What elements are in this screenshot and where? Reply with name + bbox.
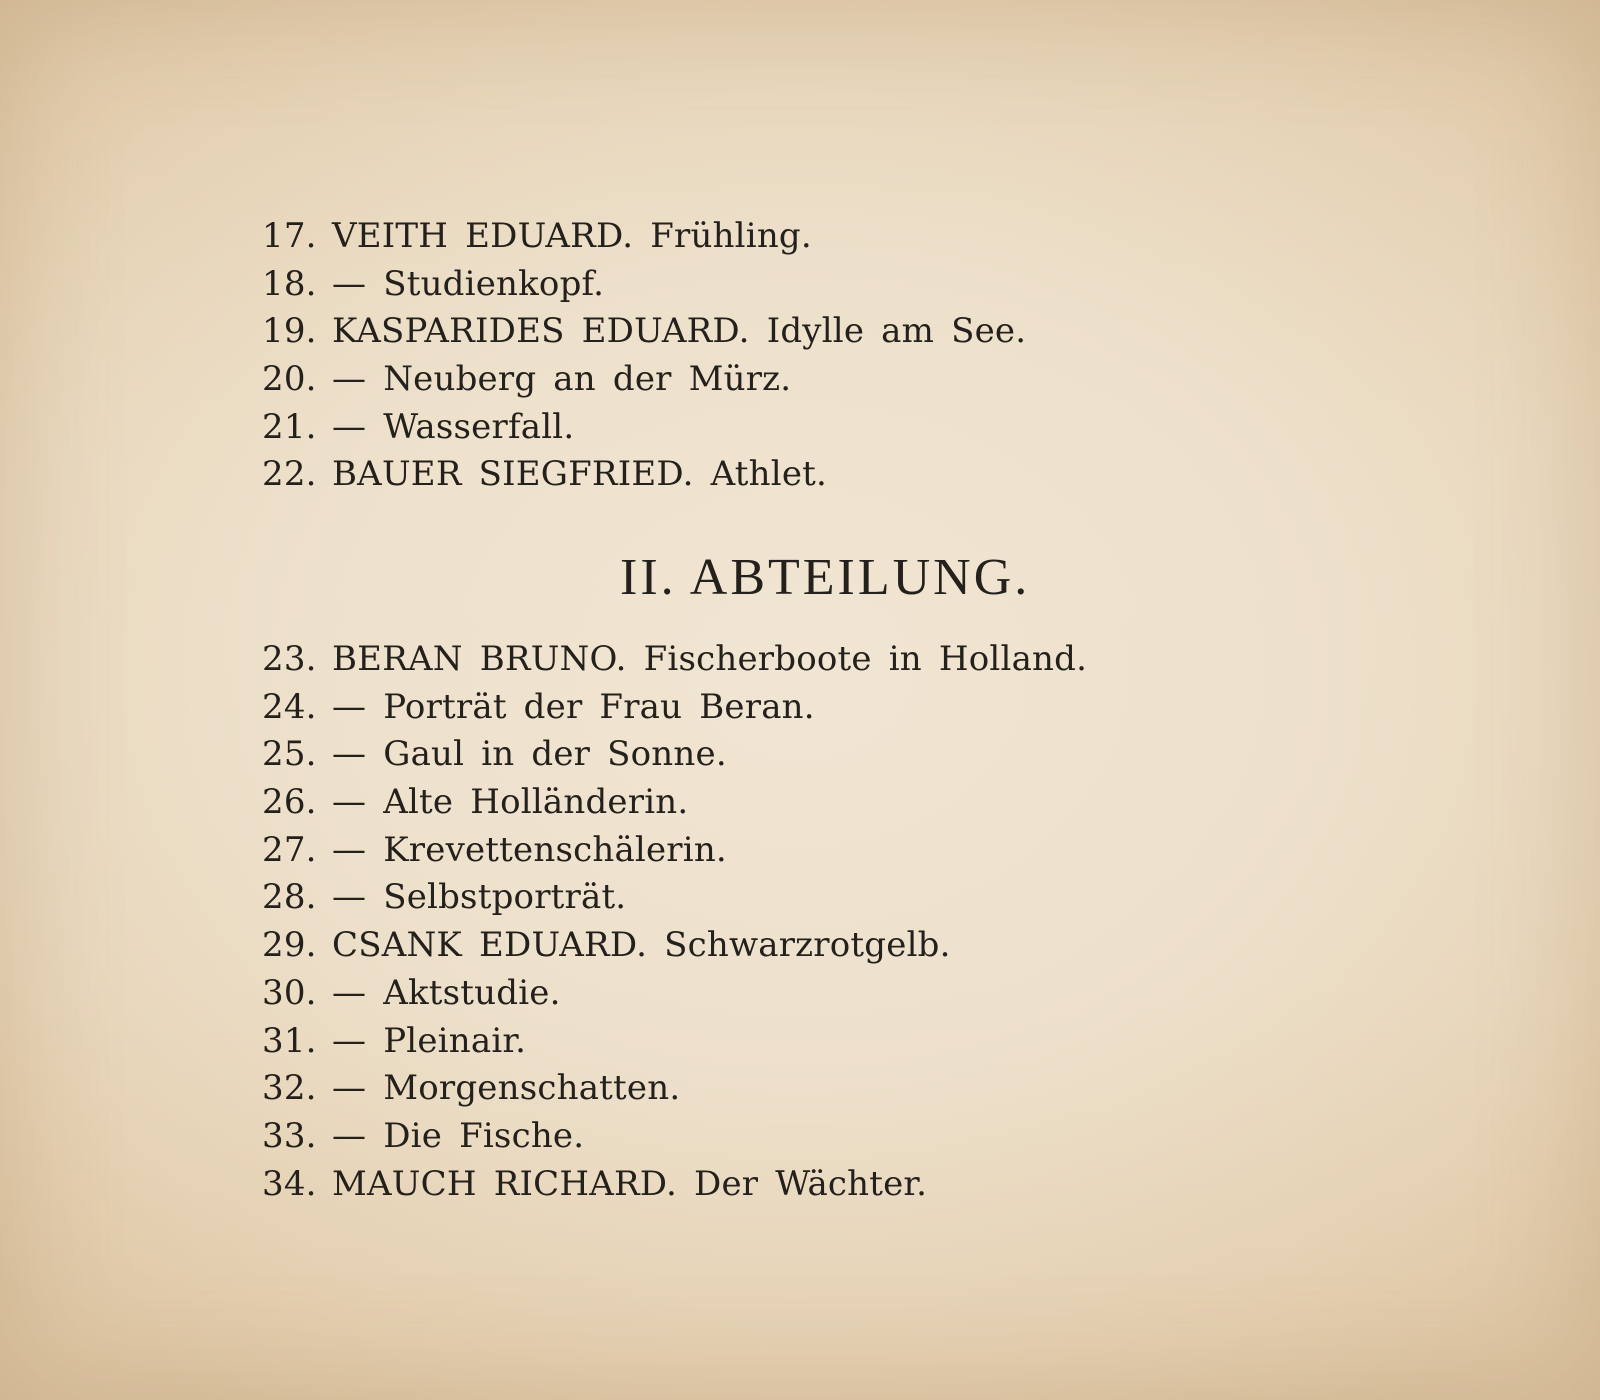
entry-number: 32. bbox=[262, 1068, 317, 1109]
entry-number: 28. bbox=[262, 877, 317, 918]
list-item bbox=[262, 451, 1026, 499]
entry-text: VEITH EDUARD. Frühling. bbox=[332, 216, 812, 256]
entry-number: 34. bbox=[262, 1163, 317, 1204]
entry-text: — Studienkopf. bbox=[332, 263, 605, 304]
list-item bbox=[262, 636, 1087, 684]
list-item bbox=[262, 404, 1026, 452]
entry-number: 17. bbox=[262, 216, 317, 256]
entry-number: 21. bbox=[262, 406, 317, 447]
entry-text: — Wasserfall. bbox=[332, 406, 575, 447]
entry-number: 33. bbox=[262, 1115, 317, 1156]
entry-number: 23. bbox=[262, 639, 317, 679]
list-item bbox=[262, 1018, 1087, 1066]
list-item bbox=[262, 827, 1087, 875]
entry-number: 19. bbox=[262, 311, 317, 352]
list-item bbox=[262, 1065, 1087, 1113]
list-item bbox=[262, 731, 1087, 779]
entry-number: 27. bbox=[262, 829, 317, 870]
list-item bbox=[262, 356, 1026, 404]
entry-text: — Selbstporträt. bbox=[332, 877, 627, 918]
entry-text: — Morgenschatten. bbox=[332, 1068, 681, 1109]
entry-list-section-2 bbox=[262, 636, 1087, 1208]
list-item bbox=[262, 213, 1026, 261]
entry-number: 25. bbox=[262, 734, 317, 775]
list-item bbox=[262, 1113, 1087, 1161]
entry-text: — Krevettenschälerin. bbox=[332, 829, 727, 870]
list-item bbox=[262, 1161, 1087, 1209]
list-item bbox=[262, 261, 1026, 309]
entry-number: 29. bbox=[262, 925, 317, 966]
entry-number: 31. bbox=[262, 1020, 317, 1061]
entry-text: — Alte Holländerin. bbox=[332, 782, 689, 823]
section-heading: II. ABTEILUNG. bbox=[620, 549, 1031, 606]
entry-text: KASPARIDES EDUARD. Idylle am See. bbox=[332, 311, 1027, 352]
list-item bbox=[262, 779, 1087, 827]
entry-text: BERAN BRUNO. Fischerboote in Holland. bbox=[332, 639, 1088, 679]
entry-number: 22. bbox=[262, 454, 317, 495]
entry-text: CSANK EDUARD. Schwarzrotgelb. bbox=[332, 925, 951, 966]
entry-text: — Porträt der Frau Beran. bbox=[332, 686, 815, 727]
entry-number: 20. bbox=[262, 359, 317, 400]
entry-text: — Neuberg an der Mürz. bbox=[332, 359, 792, 400]
list-item bbox=[262, 684, 1087, 732]
list-item bbox=[262, 922, 1087, 970]
entry-number: 30. bbox=[262, 972, 317, 1013]
entry-list-section-1 bbox=[262, 213, 1026, 499]
list-item bbox=[262, 308, 1026, 356]
entry-number: 26. bbox=[262, 782, 317, 823]
entry-text: — Die Fische. bbox=[332, 1115, 585, 1156]
entry-text: MAUCH RICHARD. Der Wächter. bbox=[332, 1163, 928, 1204]
list-item bbox=[262, 970, 1087, 1018]
list-item bbox=[262, 874, 1087, 922]
entry-text: — Aktstudie. bbox=[332, 972, 561, 1013]
entry-number: 24. bbox=[262, 686, 317, 727]
entry-text: — Gaul in der Sonne. bbox=[332, 734, 727, 775]
entry-text: BAUER SIEGFRIED. Athlet. bbox=[332, 454, 828, 495]
entry-number: 18. bbox=[262, 263, 317, 304]
entry-text: — Pleinair. bbox=[332, 1020, 527, 1061]
